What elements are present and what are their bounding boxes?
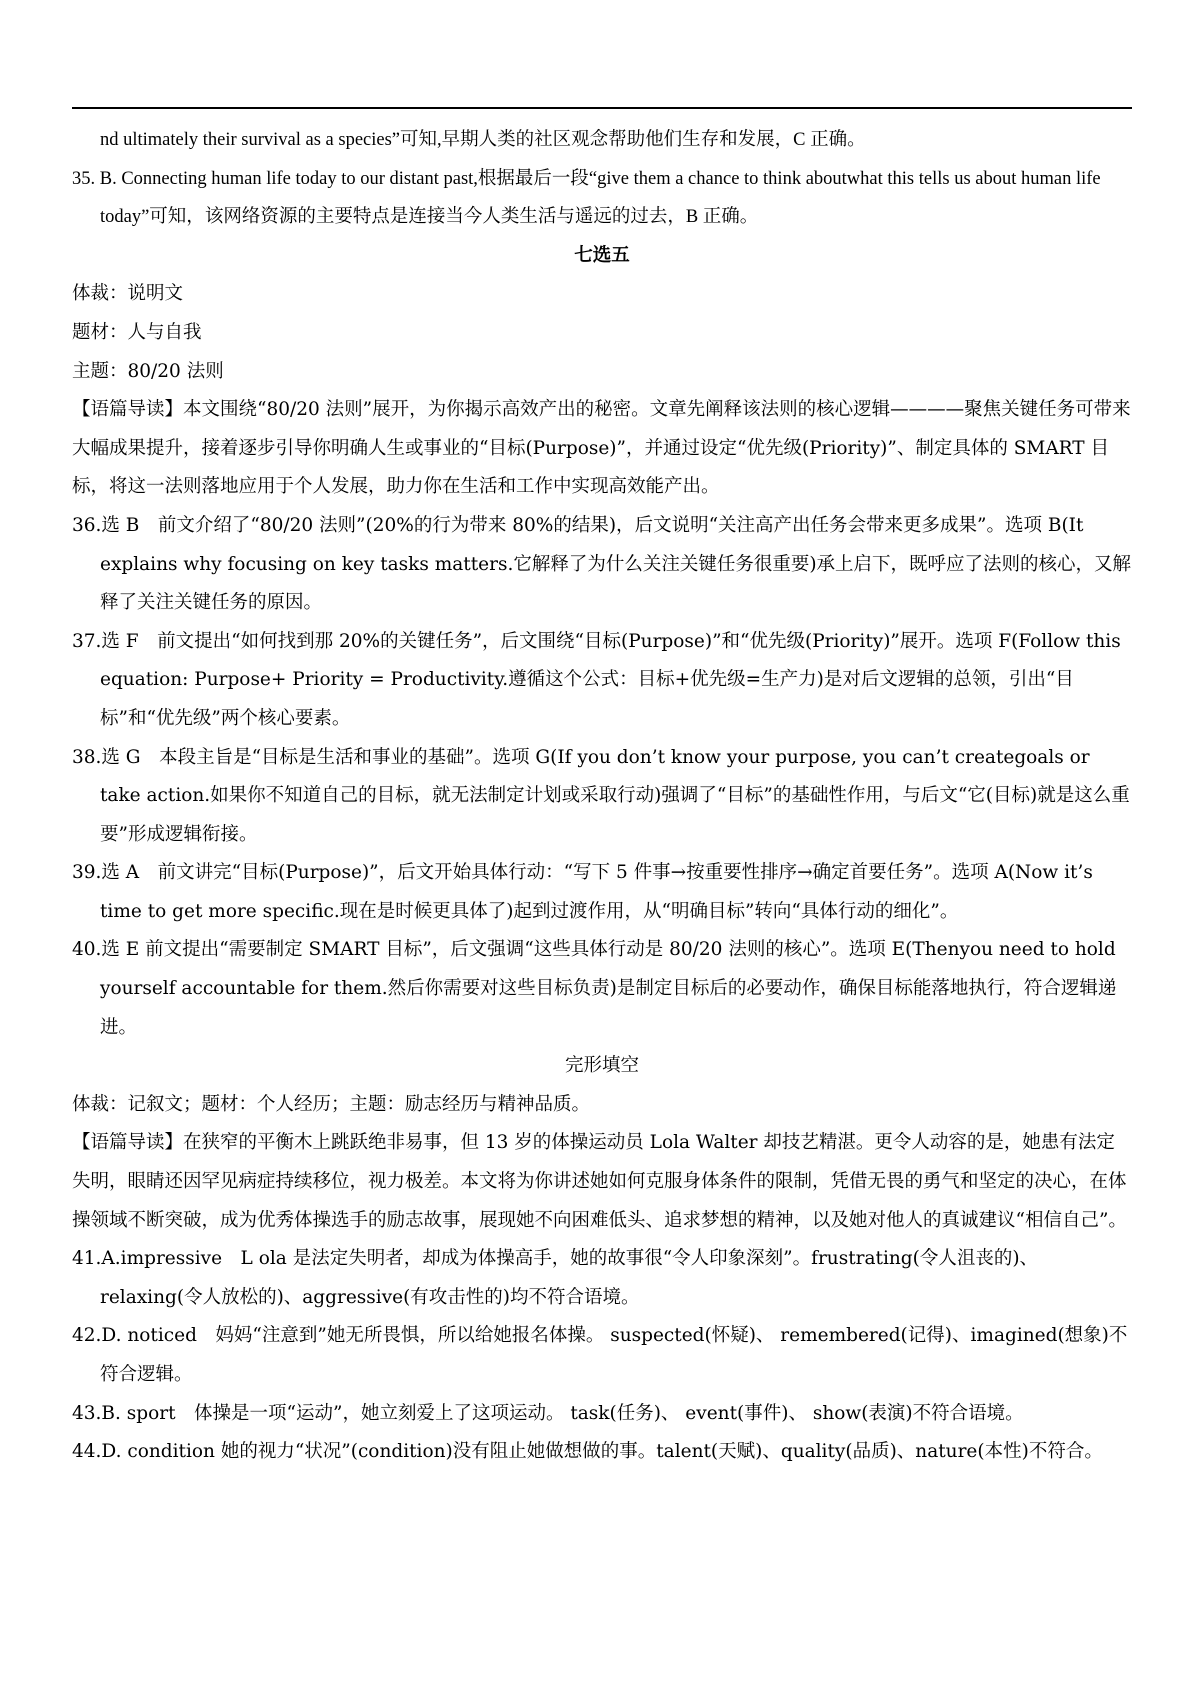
theme-line: 主题：80/20 法则	[72, 360, 224, 382]
genre-line: 体裁：说明文	[72, 283, 184, 305]
answer-36: 36.选 B 前文介绍了“80/20 法则”(20%的行为带来 80%的结果)，后文说明“关注高产出任务会带来更多成果”。选项 B(It explains why focusing on key tasks matters.它解释了为什么关注关键任务很重要)承上启下，既呼应了法则的核心，又解释了关注关键任务的原因。	[72, 514, 1132, 614]
topic-line: 题材：人与自我	[72, 321, 202, 343]
answer-37: 37.选 F 前文提出“如何找到那 20%的关键任务”，后文围绕“目标(Purpose)”和“优先级(Priority)”展开。选项 F(Follow this equation: Purpose+ Priority = Productivity.遵循这个公式：目标+优先级=生产力)是对后文逻辑的总领，引出“目标”和“优先级”两个核心要素。	[72, 630, 1121, 729]
answer-43: 43.B. sport 体操是一项“运动”，她立刻爱上了这项运动。 task(任务)、 event(事件)、 show(表演)不符合语境。	[72, 1402, 1024, 1424]
answer-40: 40.选 E 前文提出“需要制定 SMART 目标”，后文强调“这些具体行动是 80/20 法则的核心”。选项 E(Thenyou need to hold yourself accountable for them.然后你需要对这些目标负责)是制定目标后的必要动作，确保目标能落地执行，符合逻辑递进。	[72, 939, 1117, 1038]
cloze-meta: 体裁：记叙文；题材：个人经历；主题：励志经历与精神品质。	[72, 1093, 591, 1115]
section-title-wanxing: 完形填空	[564, 1055, 639, 1077]
answer-35: 35. B. Connecting human life today to our distant past,根据最后一段“give them a chance to think aboutwhat this tells us about human life today”可知，该网络资源的主要特点是连接当今人类生活与遥远的过去，B 正确。	[72, 168, 1101, 228]
answer-continuation: nd ultimately their survival as a species”可知,早期人类的社区观念帮助他们生存和发展，C 正确。	[100, 130, 866, 150]
answer-44: 44.D. condition 她的视力“状况”(condition)没有阻止她做想做的事。talent(天赋)、quality(品质)、nature(本性)不符合。	[72, 1441, 1103, 1463]
answer-38: 38.选 G 本段主旨是“目标是生活和事业的基础”。选项 G(If you don’t know your purpose, you can’t creategoals or take action.如果你不知道自己的目标，就无法制定计划或采取行动)强调了“目标”的基础性作用，与后文“它(目标)就是这么重要”形成逻辑衔接。	[72, 746, 1130, 845]
answer-42: 42.D. noticed 妈妈“注意到”她无所畏惧，所以给她报名体操。 suspected(怀疑)、 remembered(记得)、imagined(想象)不符合逻辑。	[72, 1325, 1128, 1385]
cloze-reading-guide: 【语篇导读】在狭窄的平衡木上跳跃绝非易事，但 13 岁的体操运动员 Lola Walter 却技艺精湛。更令人动容的是，她患有法定失明，眼睛还因罕见病症持续移位，视力极差。本文将为你讲述她如何克服身体条件的限制，凭借无畏的勇气和坚定的决心，在体操领域不断突破，成为优秀体操选手的励志故事，展现她不向困难低头、追求梦想的精神，以及她对他人的真诚建议“相信自己”。	[72, 1132, 1127, 1231]
section-title-qixuanwu: 七选五	[574, 244, 630, 266]
reading-guide: 【语篇导读】本文围绕“80/20 法则”展开，为你揭示高效产出的秘密。文章先阐释该法则的核心逻辑————聚焦关键任务可带来大幅成果提升，接着逐步引导你明确人生或事业的“目标(Purpose)”，并通过设定“优先级(Priority)”、制定具体的 SMART 目标，将这一法则落地应用于个人发展，助力你在生活和工作中实现高效能产出。	[72, 399, 1131, 498]
page-content	[72, 121, 1132, 1472]
answer-39: 39.选 A 前文讲完“目标(Purpose)”，后文开始具体行动：“写下 5 件事→按重要性排序→确定首要任务”。选项 A(Now it’s time to get more specific.现在是时候更具体了)起到过渡作用，从“明确目标”转向“具体行动的细化”。	[72, 862, 1093, 922]
header-rule	[72, 107, 1132, 109]
answer-41: 41.A.impressive L ola 是法定失明者，却成为体操高手，她的故事很“令人印象深刻”。frustrating(令人沮丧的)、relaxing(令人放松的)、aggressive(有攻击性的)均不符合语境。	[72, 1248, 1039, 1308]
